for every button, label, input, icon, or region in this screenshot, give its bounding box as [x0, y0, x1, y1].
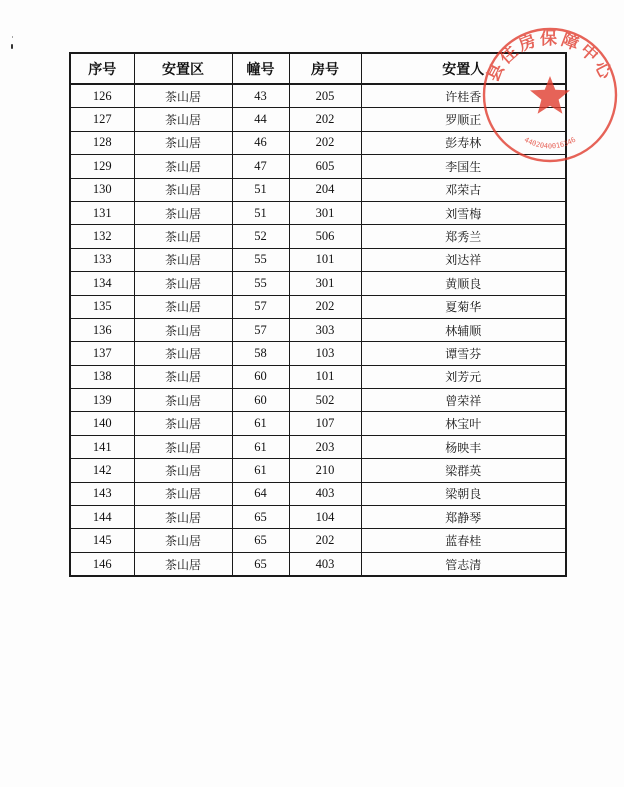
resident-cell: 刘雪梅 [361, 201, 566, 224]
scan-mark [11, 44, 13, 49]
table-row [70, 506, 566, 529]
area-cell: 茶山居 [134, 318, 232, 341]
area-cell: 茶山居 [134, 178, 232, 201]
area-cell: 茶山居 [134, 84, 232, 108]
resident-cell: 刘芳元 [361, 365, 566, 388]
area-cell: 茶山居 [134, 295, 232, 318]
resident-cell: 郑秀兰 [361, 225, 566, 248]
building-cell: 60 [232, 389, 289, 412]
table-row [70, 342, 566, 365]
area-cell: 茶山居 [134, 248, 232, 271]
resident-cell: 邓荣古 [361, 178, 566, 201]
room-cell: 506 [289, 225, 361, 248]
resident-cell: 蓝春桂 [361, 529, 566, 552]
building-cell: 47 [232, 155, 289, 178]
area-cell: 茶山居 [134, 529, 232, 552]
resident-cell: 谭雪芬 [361, 342, 566, 365]
resident-cell: 黄顺良 [361, 272, 566, 295]
resident-cell: 许桂香 [361, 84, 566, 108]
serial-cell: 139 [70, 389, 134, 412]
table-row [70, 389, 566, 412]
serial-cell: 132 [70, 225, 134, 248]
table-row [70, 529, 566, 552]
serial-cell: 135 [70, 295, 134, 318]
room-cell: 101 [289, 365, 361, 388]
table-row [70, 295, 566, 318]
room-cell: 107 [289, 412, 361, 435]
table-row [70, 84, 566, 108]
table-row [70, 552, 566, 576]
building-cell: 61 [232, 459, 289, 482]
building-cell: 58 [232, 342, 289, 365]
table-row [70, 459, 566, 482]
building-cell: 57 [232, 318, 289, 341]
serial-cell: 136 [70, 318, 134, 341]
building-cell: 65 [232, 506, 289, 529]
room-cell: 210 [289, 459, 361, 482]
building-cell: 43 [232, 84, 289, 108]
building-cell: 55 [232, 272, 289, 295]
room-cell: 204 [289, 178, 361, 201]
resident-cell: 曾荣祥 [361, 389, 566, 412]
room-cell: 301 [289, 201, 361, 224]
table-row [70, 365, 566, 388]
building-cell: 61 [232, 435, 289, 458]
table-row [70, 482, 566, 505]
building-cell: 51 [232, 201, 289, 224]
serial-cell: 140 [70, 412, 134, 435]
building-cell: 57 [232, 295, 289, 318]
resident-cell: 林宝叶 [361, 412, 566, 435]
area-cell: 茶山居 [134, 435, 232, 458]
serial-cell: 144 [70, 506, 134, 529]
resident-cell: 夏菊华 [361, 295, 566, 318]
serial-cell: 134 [70, 272, 134, 295]
area-cell: 茶山居 [134, 459, 232, 482]
building-cell: 51 [232, 178, 289, 201]
column-header-area: 安置区 [134, 53, 232, 84]
room-cell: 101 [289, 248, 361, 271]
resident-cell: 管志清 [361, 552, 566, 576]
area-cell: 茶山居 [134, 225, 232, 248]
room-cell: 104 [289, 506, 361, 529]
table-header-row [70, 53, 566, 84]
resettlement-table [69, 52, 567, 577]
resident-cell: 梁朝良 [361, 482, 566, 505]
serial-cell: 141 [70, 435, 134, 458]
building-cell: 64 [232, 482, 289, 505]
room-cell: 203 [289, 435, 361, 458]
column-header-building: 幢号 [232, 53, 289, 84]
area-cell: 茶山居 [134, 201, 232, 224]
serial-cell: 129 [70, 155, 134, 178]
table-row [70, 155, 566, 178]
serial-cell: 146 [70, 552, 134, 576]
table-row [70, 178, 566, 201]
serial-cell: 138 [70, 365, 134, 388]
table-row [70, 435, 566, 458]
area-cell: 茶山居 [134, 389, 232, 412]
area-cell: 茶山居 [134, 365, 232, 388]
serial-cell: 133 [70, 248, 134, 271]
table-body [70, 84, 566, 576]
room-cell: 301 [289, 272, 361, 295]
area-cell: 茶山居 [134, 552, 232, 576]
area-cell: 茶山居 [134, 482, 232, 505]
serial-cell: 128 [70, 131, 134, 154]
room-cell: 202 [289, 131, 361, 154]
area-cell: 茶山居 [134, 108, 232, 131]
serial-cell: 131 [70, 201, 134, 224]
resident-cell: 林辅顺 [361, 318, 566, 341]
room-cell: 502 [289, 389, 361, 412]
area-cell: 茶山居 [134, 342, 232, 365]
resident-cell: 刘达祥 [361, 248, 566, 271]
room-cell: 403 [289, 552, 361, 576]
table-row [70, 201, 566, 224]
serial-cell: 142 [70, 459, 134, 482]
building-cell: 65 [232, 529, 289, 552]
area-cell: 茶山居 [134, 506, 232, 529]
column-header-serial: 序号 [70, 53, 134, 84]
room-cell: 205 [289, 84, 361, 108]
serial-cell: 143 [70, 482, 134, 505]
area-cell: 茶山居 [134, 155, 232, 178]
svg-text:4402040016346: 4402040016346 [522, 135, 578, 151]
table-row [70, 318, 566, 341]
room-cell: 403 [289, 482, 361, 505]
table-row [70, 248, 566, 271]
column-header-resident: 安置人 [361, 53, 566, 84]
table-row [70, 272, 566, 295]
resident-cell: 郑静琴 [361, 506, 566, 529]
table-row [70, 412, 566, 435]
resident-cell: 彭寿林 [361, 131, 566, 154]
building-cell: 61 [232, 412, 289, 435]
resident-cell: 李国生 [361, 155, 566, 178]
table-row [70, 108, 566, 131]
building-cell: 44 [232, 108, 289, 131]
serial-cell: 130 [70, 178, 134, 201]
resident-cell: 杨映丰 [361, 435, 566, 458]
table-row [70, 225, 566, 248]
room-cell: 202 [289, 529, 361, 552]
svg-text:县住房保障中心: 县住房保障中心 [483, 29, 617, 85]
serial-cell: 127 [70, 108, 134, 131]
area-cell: 茶山居 [134, 272, 232, 295]
room-cell: 605 [289, 155, 361, 178]
building-cell: 46 [232, 131, 289, 154]
serial-cell: 126 [70, 84, 134, 108]
building-cell: 52 [232, 225, 289, 248]
area-cell: 茶山居 [134, 131, 232, 154]
table-row [70, 131, 566, 154]
room-cell: 202 [289, 108, 361, 131]
room-cell: 303 [289, 318, 361, 341]
building-cell: 60 [232, 365, 289, 388]
area-cell: 茶山居 [134, 412, 232, 435]
column-header-room: 房号 [289, 53, 361, 84]
resident-cell: 罗顺正 [361, 108, 566, 131]
scan-mark [12, 36, 13, 38]
building-cell: 55 [232, 248, 289, 271]
serial-cell: 145 [70, 529, 134, 552]
room-cell: 202 [289, 295, 361, 318]
room-cell: 103 [289, 342, 361, 365]
serial-cell: 137 [70, 342, 134, 365]
building-cell: 65 [232, 552, 289, 576]
resident-cell: 梁群英 [361, 459, 566, 482]
